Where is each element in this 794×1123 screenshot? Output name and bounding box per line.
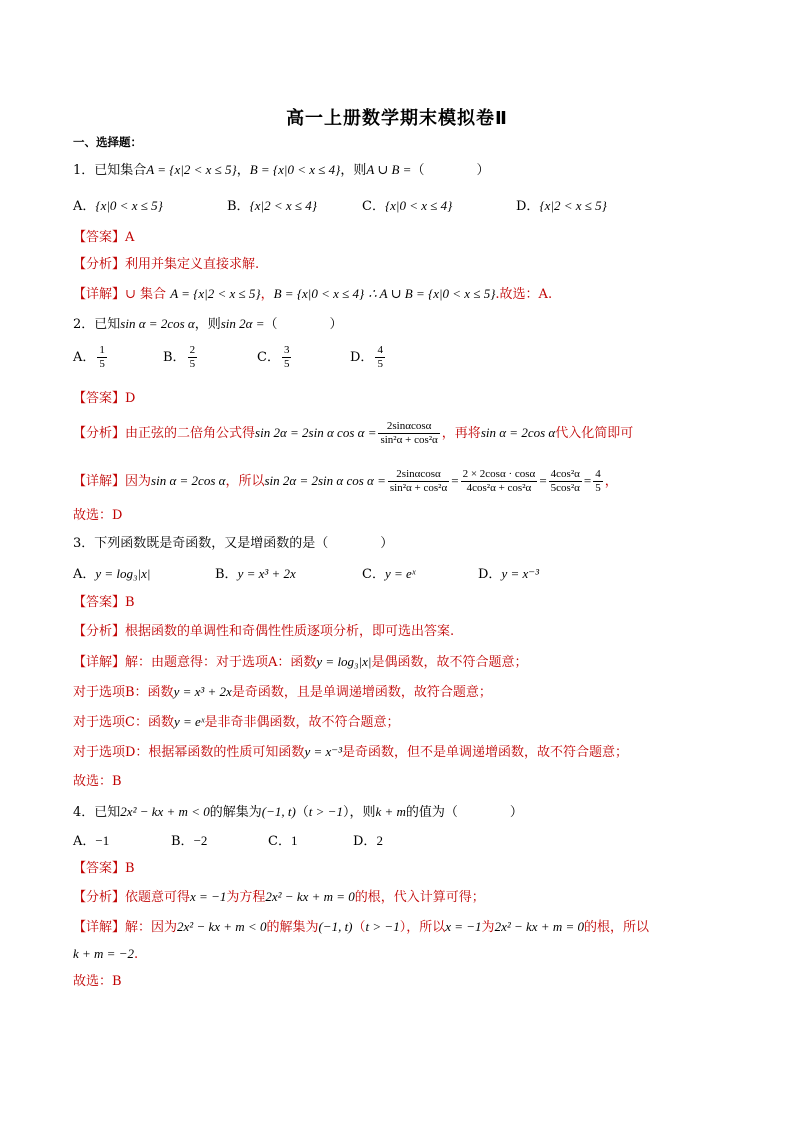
option-letter: C．: [362, 199, 385, 214]
q2-option-a: [73, 344, 109, 371]
detail-text: 是非奇非偶函数，故不符合题意；: [204, 715, 400, 730]
detail-text: 是奇函数，但不是单调递增函数，故不符合题意；: [342, 745, 629, 760]
detail-text: ，: [260, 287, 274, 302]
section-heading: 一、选择题：: [73, 135, 142, 149]
detail-text: 是偶函数，故不符合题意；: [371, 655, 528, 670]
option-letter: B．: [215, 567, 238, 582]
math-expr: y = x⁻³: [304, 744, 343, 759]
answer-value: D: [125, 391, 136, 406]
q4-analysis: [73, 887, 485, 908]
option-letter: D．: [478, 567, 502, 582]
option-fraction: $\frac{3}{5}$: [283, 344, 290, 370]
analysis-text: ，再将: [441, 426, 481, 441]
q2-answer: [73, 389, 135, 409]
question-4: [73, 802, 523, 823]
question-1: [73, 160, 489, 181]
question-text: 已知: [94, 317, 121, 332]
q3-analysis: [73, 622, 454, 642]
detail-text: 解：因为: [125, 920, 178, 935]
math-expr: sin α = 2cos α: [480, 425, 556, 440]
option-text: −2: [193, 833, 208, 848]
detail-text: .: [133, 947, 139, 962]
option-letter: D．: [516, 199, 540, 214]
q2-analysis: [73, 420, 633, 447]
detail-label: 【详解】: [73, 655, 126, 670]
option-letter: A．: [73, 350, 96, 365]
analysis-label: 【分析】: [73, 257, 126, 272]
option-letter: B．: [171, 834, 194, 849]
math-expr: t > −1: [365, 919, 400, 934]
question-text: ，: [236, 163, 250, 178]
question-text: ，则: [340, 163, 367, 178]
math-expr: t > −1: [308, 804, 343, 819]
option-text: {x|2 < x ≤ 5}: [539, 198, 607, 213]
q4-option-a: [73, 831, 109, 852]
question-text: 下列函数既是奇函数，又是增函数的是（ ）: [94, 536, 394, 551]
q2-choice: 故选：D: [73, 508, 123, 523]
detail-label: 【详解】: [73, 474, 126, 489]
q3-option-a: [73, 564, 150, 585]
analysis-label: 【分析】: [73, 426, 126, 441]
math-expr: y = eˣ: [173, 714, 205, 729]
option-text: −1: [95, 833, 110, 848]
q4-option-c: [268, 831, 297, 852]
math-expr: x = −1: [445, 919, 482, 934]
q3-detail: [73, 652, 528, 673]
analysis-label: 【分析】: [73, 624, 126, 639]
option-fraction: $\frac{1}{5}$: [99, 344, 105, 370]
q2-option-b: [163, 344, 199, 371]
detail-text: 因为: [125, 474, 152, 489]
q4-option-b: [171, 831, 207, 852]
q1-analysis: [73, 255, 259, 275]
analysis-text: 代入化简即可: [555, 426, 634, 441]
detail-fraction: $\frac{2\sin\alpha\cos\alpha}{\text{sin²α + cos²α}}$: [389, 468, 448, 494]
answer-label: 【答案】: [73, 230, 126, 245]
q1-option-c: [362, 196, 452, 217]
option-letter: A．: [73, 199, 96, 214]
answer-blank: （ ）: [411, 163, 490, 178]
detail-text: 对于选项C：函数: [73, 715, 174, 730]
detail-text: 的解集为: [266, 920, 319, 935]
q3-option-b: [215, 564, 296, 585]
q4-choice: 故选：B: [73, 974, 122, 989]
q3-choice: 故选：B: [73, 774, 122, 789]
option-letter: D．: [353, 834, 377, 849]
math-expr: k + m: [375, 804, 406, 819]
option-letter: C．: [257, 350, 280, 365]
math-expr: sin 2α = 2sin α cos α =: [255, 425, 377, 440]
q3-detail-line: [73, 742, 628, 763]
option-text: {x|2 < x ≤ 4}: [249, 198, 317, 213]
analysis-label: 【分析】: [73, 890, 126, 905]
math-expr: sin 2α =: [220, 316, 265, 331]
math-expr: 2x² − kx + m = 0: [494, 919, 584, 934]
analysis-text: 利用并集定义直接求解.: [125, 257, 260, 272]
detail-text: 解：由题意得：对于选项A：函数: [125, 655, 317, 670]
answer-label: 【答案】: [73, 861, 126, 876]
answer-value: A: [125, 230, 135, 245]
math-expr: A ∪ B =: [366, 162, 412, 177]
q3-option-c: [362, 564, 415, 585]
math-expr: sin 2α = 2sin α cos α =: [264, 473, 386, 488]
q1-option-b: [227, 196, 317, 217]
option-letter: C．: [362, 567, 385, 582]
question-number: 2．: [73, 317, 95, 332]
option-text: y = log₃|x|: [95, 566, 151, 581]
detail-label: 【详解】: [73, 287, 126, 302]
math-expr: (−1, t): [261, 804, 296, 819]
math-expr: k + m = −2: [73, 946, 134, 961]
q4-answer: [73, 859, 135, 879]
detail-text: 是奇函数，且是单调递增函数，故符合题意；: [231, 685, 492, 700]
math-expr: sin α = 2cos α: [151, 473, 226, 488]
detail-text: 的根，所以: [583, 920, 649, 935]
q3-option-d: [478, 564, 539, 585]
option-letter: A．: [73, 834, 96, 849]
q2-detail: 【详解】因为sin α = 2cos α，所以sin 2α = 2sin α cos α = $\frac{2\sin\alpha\cos\alpha}{\text{sin²α + cos²α}}$ = $\frac{2 \times 2\cos\alpha \cdot \cos\alpha}{\text{4cos²α + cos²α}}$ = $\frac{\text{4cos²α}}{\text{5cos²α}}$ = $\frac{4}{5}$ ，: [73, 468, 618, 494]
answer-value: B: [125, 595, 135, 610]
q2-option-c: [257, 344, 293, 371]
math-expr: B = {x|0 < x ≤ 4}: [273, 286, 365, 301]
option-letter: B．: [227, 199, 250, 214]
analysis-fraction: $\frac{2\sin\alpha\cos\alpha}{\text{sin²α + cos²α}}$: [380, 420, 438, 446]
question-text: ），则: [342, 805, 376, 820]
q1-detail: [73, 284, 552, 305]
detail-text: .故选：A.: [495, 287, 553, 302]
detail-text: ），所以: [399, 920, 446, 935]
option-letter: A．: [73, 567, 96, 582]
option-fraction: $\frac{2}{5}$: [189, 344, 196, 370]
analysis-text: 由正弦的二倍角公式得: [125, 426, 256, 441]
question-text: 已知集合: [94, 163, 147, 178]
analysis-text: 的根，代入计算可得；: [354, 890, 485, 905]
q4-detail: [73, 917, 649, 938]
option-text: 1: [290, 833, 298, 848]
question-number: 4．: [73, 805, 95, 820]
detail-text: ，: [604, 474, 618, 489]
math-expr: 2x² − kx + m < 0: [177, 919, 267, 934]
detail-text: （: [352, 920, 366, 935]
math-expr: x = −1: [190, 889, 227, 904]
question-number: 3．: [73, 536, 95, 551]
math-expr: y = x³ + 2x: [173, 684, 232, 699]
detail-text: 为: [481, 920, 495, 935]
option-fraction: $\frac{4}{5}$: [377, 344, 383, 370]
math-expr: B = {x|0 < x ≤ 4}: [249, 162, 341, 177]
option-letter: B．: [163, 350, 186, 365]
detail-fraction: $\frac{2 \times 2\cos\alpha \cdot \cos\alpha}{\text{4cos²α + cos²α}}$: [462, 468, 536, 494]
option-text: y = eˣ: [384, 566, 416, 581]
q1-option-a: [73, 196, 163, 217]
detail-fraction: $\frac{4}{5}$: [595, 468, 601, 494]
analysis-text: 为方程: [226, 890, 266, 905]
q4-option-d: [353, 831, 383, 852]
option-letter: D．: [350, 350, 374, 365]
question-text: ，则: [194, 317, 221, 332]
page-title: 高一上册数学期末模拟卷Ⅱ: [286, 108, 508, 129]
answer-label: 【答案】: [73, 391, 126, 406]
detail-label: 【详解】: [73, 920, 126, 935]
analysis-text: 根据函数的单调性和奇偶性性质逐项分析，即可选出答案.: [125, 624, 455, 639]
detail-text: ，所以: [225, 474, 265, 489]
option-text: {x|0 < x ≤ 4}: [384, 198, 453, 213]
q1-answer: [73, 228, 134, 248]
math-expr: 2x² − kx + m < 0: [120, 804, 210, 819]
question-text: （: [295, 805, 309, 820]
math-expr: 2x² − kx + m = 0: [265, 889, 355, 904]
option-text: {x|0 < x ≤ 5}: [95, 198, 163, 213]
math-expr: sin α = 2cos α: [120, 316, 195, 331]
question-text: 的值为（ ）: [405, 805, 523, 820]
math-expr: ∴ A ∪ B = {x|0 < x ≤ 5}: [368, 286, 496, 301]
q4-detail-line: [73, 944, 138, 965]
q3-detail-line: [73, 712, 399, 733]
question-text: 的解集为: [209, 805, 262, 820]
detail-text: ∪ 集合: [125, 287, 167, 302]
q1-option-d: [516, 196, 607, 217]
question-text: 已知: [94, 805, 121, 820]
math-expr: A = {x|2 < x ≤ 5}: [170, 286, 261, 301]
detail-text: 对于选项D：根据幂函数的性质可知函数: [73, 745, 305, 760]
answer-label: 【答案】: [73, 595, 126, 610]
detail-text: 对于选项B：函数: [73, 685, 174, 700]
q2-option-d: [350, 344, 387, 371]
question-number: 1．: [73, 163, 95, 178]
analysis-text: 依题意可得: [125, 890, 191, 905]
question-2: [73, 314, 343, 335]
option-text: y = x⁻³: [501, 566, 540, 581]
question-3: [73, 534, 393, 554]
q3-answer: [73, 593, 135, 613]
answer-blank: （ ）: [264, 317, 343, 332]
detail-fraction: $\frac{\text{4cos²α}}{\text{5cos²α}}$: [550, 468, 580, 494]
option-text: 2: [376, 833, 383, 848]
answer-value: B: [125, 861, 135, 876]
math-expr: y = log₃|x|: [316, 654, 372, 669]
option-text: y = x³ + 2x: [237, 566, 296, 581]
option-letter: C．: [268, 834, 291, 849]
q3-detail-line: [73, 682, 492, 703]
math-expr: A = {x|2 < x ≤ 5}: [146, 162, 237, 177]
math-expr: (−1, t): [318, 919, 353, 934]
